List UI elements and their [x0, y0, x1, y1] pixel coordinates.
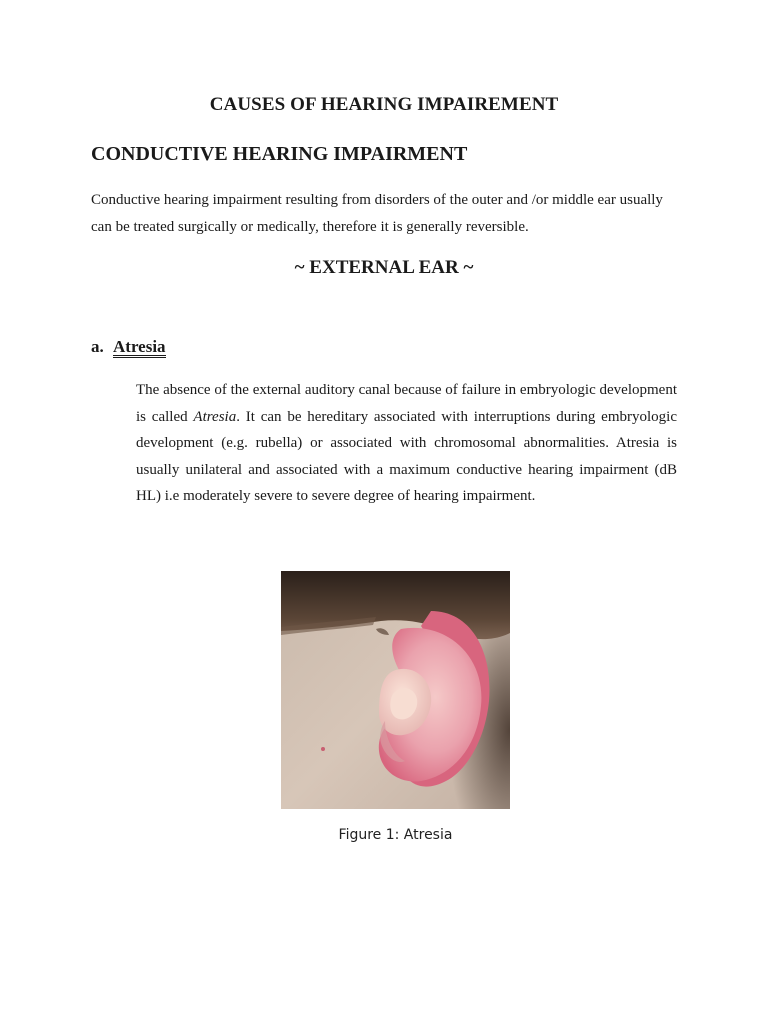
intro-paragraph: Conductive hearing impairment resulting from disorders of the outer and /or middle ear usually can be treated surgically or medically, therefore it is generally reversible. [91, 192, 663, 235]
paragraph-text-start: The absence of the external auditory canal because of failure in embryologic development is called [136, 382, 677, 425]
ear-photo-illustration [281, 571, 510, 809]
atresia-paragraph [136, 377, 677, 510]
item-heading-atresia [91, 337, 166, 358]
paragraph-text-end: . It can be hereditary associated with interruptions during embryologic development (e.g. rubella) or associated with chromosomal abnormalities. Atresia is usually unilateral and associated with a maximum conductive hearing impairment (dB HL) i.e moderately severe to severe degree of hearing impairment. [136, 408, 677, 505]
item-label: Atresia [113, 337, 166, 356]
figure-image-ear [281, 571, 510, 809]
figure-caption: Figure 1: Atresia [338, 827, 453, 843]
italic-term: Atresia [193, 408, 237, 425]
page-title: CAUSES OF HEARING IMPAIREMENT [209, 94, 559, 115]
list-marker: a. [91, 337, 104, 356]
subsection-heading: ~ EXTERNAL EAR ~ [294, 257, 474, 278]
section-heading: CONDUCTIVE HEARING IMPAIRMENT [91, 143, 468, 165]
